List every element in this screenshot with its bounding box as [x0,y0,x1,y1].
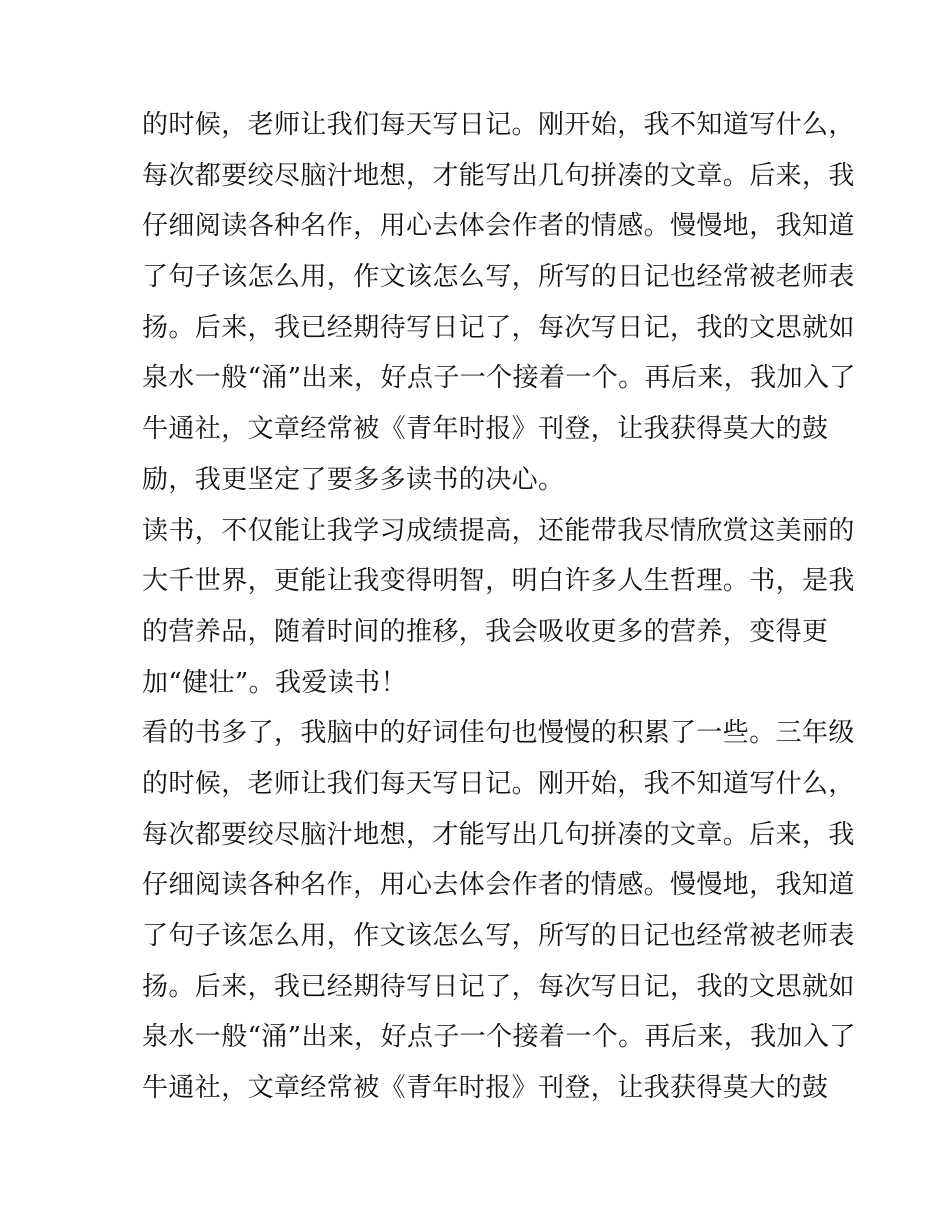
text-line: 加“健壮”。我爱读书！ [142,667,407,698]
text-line: 了句子该怎么用，作文该怎么写，所写的日记也经常被老师表 [142,262,855,293]
text-line: 每次都要绞尽脑汁地想，才能写出几句拼凑的文章。后来，我 [142,160,855,191]
text-line: 大千世界，更能让我变得明智，明白许多人生哲理。书，是我 [142,566,855,597]
text-line: 泉水一般“涌”出来，好点子一个接着一个。再后来，我加入了 [142,1022,856,1053]
text-line: 仔细阅读各种名作，用心去体会作者的情感。慢慢地，我知道 [142,870,855,901]
text-line: 仔细阅读各种名作，用心去体会作者的情感。慢慢地，我知道 [142,211,855,242]
text-line: 的时候，老师让我们每天写日记。刚开始，我不知道写什么， [142,110,855,140]
text-line: 每次都要绞尽脑汁地想，才能写出几句拼凑的文章。后来，我 [142,819,855,850]
body-text [142,100,856,1114]
text-line: 读书，不仅能让我学习成绩提高，还能带我尽情欣赏这美丽的 [142,515,855,546]
text-line: 牛通社，文章经常被《青年时报》刊登，让我获得莫大的鼓 [142,1073,829,1104]
text-line: 的营养品，随着时间的推移，我会吸收更多的营养，变得更 [142,616,829,647]
text-line: 扬。后来，我已经期待写日记了，每次写日记，我的文思就如 [142,971,855,1002]
text-line: 看的书多了，我脑中的好词佳句也慢慢的积累了一些。三年级 [142,718,855,749]
text-line: 扬。后来，我已经期待写日记了，每次写日记，我的文思就如 [142,312,855,343]
text-line: 励，我更坚定了要多多读书的决心。 [142,464,565,495]
text-line: 泉水一般“涌”出来，好点子一个接着一个。再后来，我加入了 [142,363,856,394]
text-line: 的时候，老师让我们每天写日记。刚开始，我不知道写什么， [142,768,855,799]
text-line: 了句子该怎么用，作文该怎么写，所写的日记也经常被老师表 [142,921,855,951]
text-line: 牛通社，文章经常被《青年时报》刊登，让我获得莫大的鼓 [142,414,829,445]
